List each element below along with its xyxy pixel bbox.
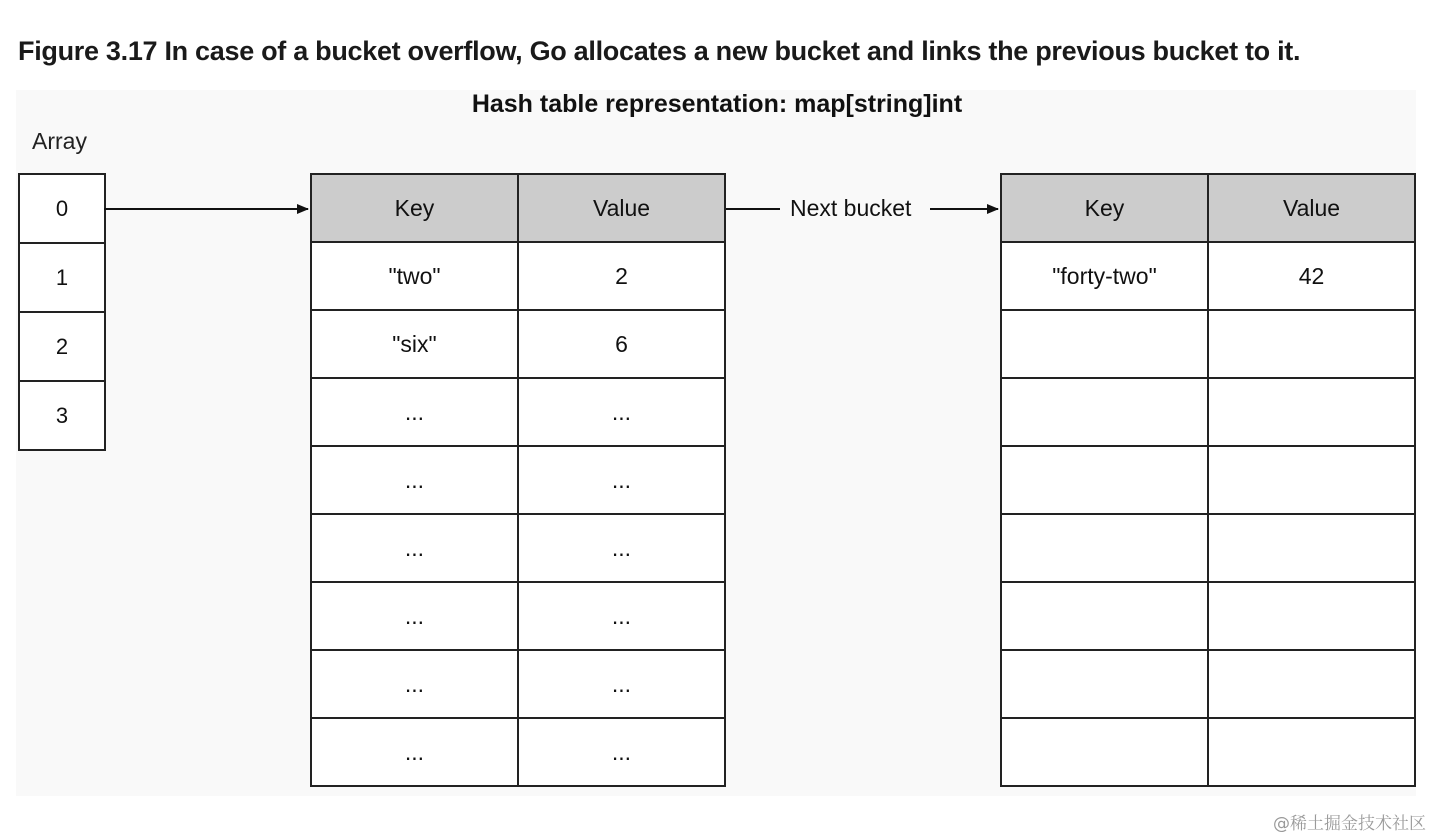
key-cell: ... [311,378,518,446]
value-cell: ... [518,378,725,446]
array-label: Array [32,128,87,154]
key-cell: "two" [311,242,518,310]
value-cell: ... [518,446,725,514]
value-cell: ... [518,718,725,786]
diagram-title: Hash table representation: map[string]int [471,90,963,118]
figure-caption: Figure 3.17 In case of a bucket overflow, Go allocates a new bucket and links the previous bucket to it. [18,36,1301,66]
key-cell: ... [311,446,518,514]
value-cell: 2 [518,242,725,310]
key-header: Key [1001,174,1208,242]
key-cell: ... [311,582,518,650]
key-cell: ... [311,514,518,582]
value-cell: 6 [518,310,725,378]
array-cell: 1 [20,244,104,313]
value-header: Value [1208,174,1415,242]
value-header: Value [518,174,725,242]
array-cell: 3 [55,402,69,428]
key-cell: ... [311,650,518,718]
key-cell: ... [311,718,518,786]
key-cell: "six" [311,310,518,378]
value-cell: ... [518,650,725,718]
value-cell: ... [518,514,725,582]
value-cell: ... [518,582,725,650]
watermark: @稀土掘金技术社区 [1273,814,1426,834]
array-cell: 2 [20,313,104,382]
array-cell: 0 [20,175,104,244]
key-cell: "forty-two" [1001,242,1208,310]
next-bucket-label: Next bucket [790,195,912,221]
key-header: Key [311,174,518,242]
value-cell: 42 [1208,242,1415,310]
